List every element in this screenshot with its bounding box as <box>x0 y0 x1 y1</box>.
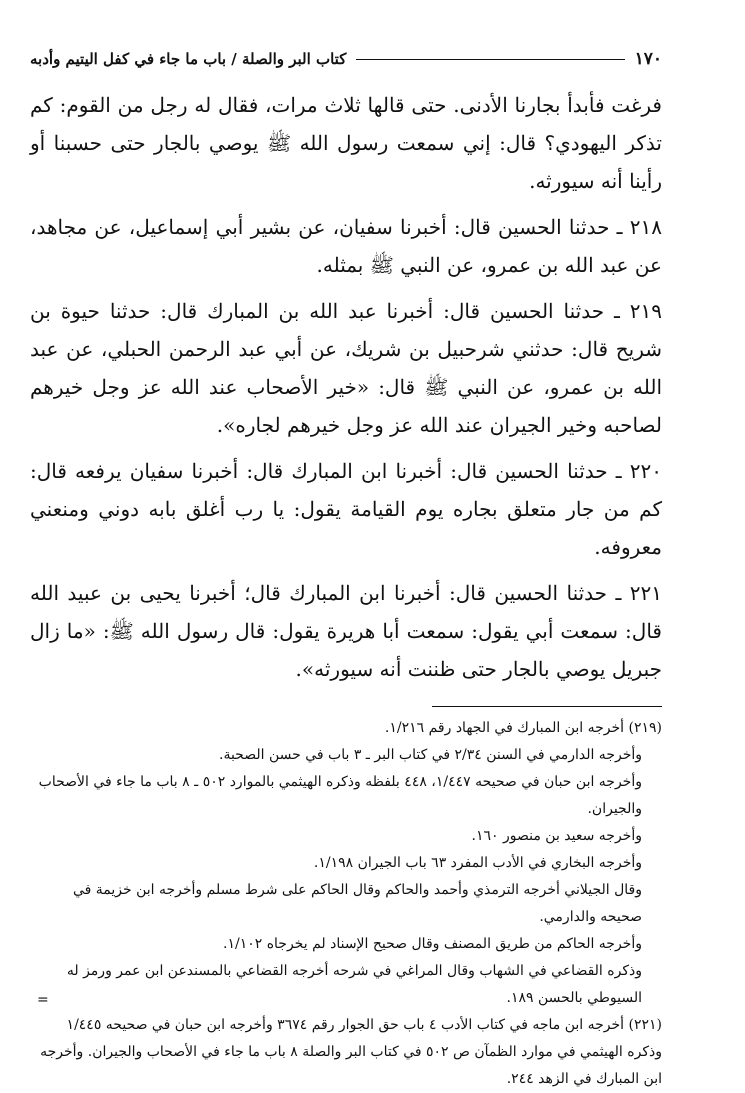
paragraph: ٢٢١ ـ حدثنا الحسين قال: أخبرنا ابن المبارك قال؛ أخبرنا يحيى بن عبيد الله قال: سمعت أبي يقول: سمعت أبا هريرة يقول: قال رسول الله ﷺ: «ما زال جبريل يوصي بالجار حتى ظننت أنه سيورثه». <box>30 581 662 681</box>
footnote: (٢٢١) أخرجه ابن ماجه في كتاب الأدب ٤ باب حق الجوار رقم ٣٦٧٤ وأخرجه ابن حبان في صحيحه ١/٤٤٥ وذكره الهيثمي في موارد الظمآن ص ٥٠٢ في كتاب البر والصلة ٨ باب ما جاء في الأصحاب والجيران. وأخرجه ابن المبارك في الزهد ٢٤٤. <box>40 1017 662 1087</box>
running-header <box>30 42 662 76</box>
paragraph: ٢١٨ ـ حدثنا الحسين قال: أخبرنا سفيان، عن بشير أبي إسماعيل، عن مجاهد، عن عبد الله بن عمرو، عن النبي ﷺ بمثله. <box>30 215 662 277</box>
footnote: وذكره القضاعي في الشهاب وقال المراغي في شرحه أخرجه القضاعي بالمسندعن ابن عمر ورمز له السيوطي بالحسن ١٨٩. <box>66 963 642 1006</box>
book-page <box>30 42 662 1087</box>
footnote: وأخرجه البخاري في الأدب المفرد ٦٣ باب الجيران ١/١٩٨. <box>313 855 642 871</box>
footnote: وقال الجيلاني أخرجه الترمذي وأحمد والحاكم وقال الحاكم على شرط مسلم وأخرجه ابن خزيمة في صحيحه والدارمي. <box>72 882 642 925</box>
paragraph: ٢٢٠ ـ حدثنا الحسين قال: أخبرنا ابن المبارك قال: أخبرنا سفيان يرفعه قال: كم من جار متعلق بجاره يوم القيامة يقول: يا رب أغلق بابه دوني ومنعني معروفه. <box>30 459 662 559</box>
paragraph: فرغت فأبدأ بجارنا الأدنى. حتى قالها ثلاث مرات، فقال له رجل من القوم: كم تذكر اليهودي؟ قال: إني سمعت رسول الله ﷺ يوصي بالجار حتى حسبنا أو رأينا أنه سيورثه. <box>30 93 662 193</box>
footnote-rule <box>432 706 662 707</box>
footnote: وأخرجه سعيد بن منصور ١٦٠. <box>471 828 642 844</box>
footnote: وأخرجه ابن حبان في صحيحه ١/٤٤٧، ٤٤٨ بلفظه وذكره الهيثمي بالموارد ٥٠٢ ـ ٨ باب ما جاء في الأصحاب والجيران. <box>38 774 642 817</box>
main-text <box>30 86 662 688</box>
margin-mark: = <box>37 992 49 1008</box>
header-title: كتاب البر والصلة / باب ما جاء في كفل اليتيم وأدبه <box>30 50 347 68</box>
page-number: ١٧٠ <box>634 49 662 69</box>
footnote: وأخرجه الدارمي في السنن ٢/٣٤ في كتاب البر ـ ٣ باب في حسن الصحبة. <box>219 747 642 763</box>
footnote: وأخرجه الحاكم من طريق المصنف وقال صحيح الإسناد لم يخرجاه ١/١٠٢. <box>223 936 642 952</box>
paragraph: ٢١٩ ـ حدثنا الحسين قال: أخبرنا عبد الله بن المبارك قال: حدثنا حيوة بن شريح قال: حدثني شرحبيل بن شريك، عن أبي عبد الرحمن الحبلي، عن عبد الله بن عمرو، عن النبي ﷺ قال: «خير الأصحاب عند الله عز وجل خيرهم لصاحبه وخير الجيران عند الله عز وجل خيرهم لجاره». <box>30 299 662 437</box>
header-rule <box>356 59 624 60</box>
footnote: (٢١٩) أخرجه ابن المبارك في الجهاد رقم ١/٢١٦. <box>384 720 662 736</box>
footnotes <box>30 715 662 1093</box>
